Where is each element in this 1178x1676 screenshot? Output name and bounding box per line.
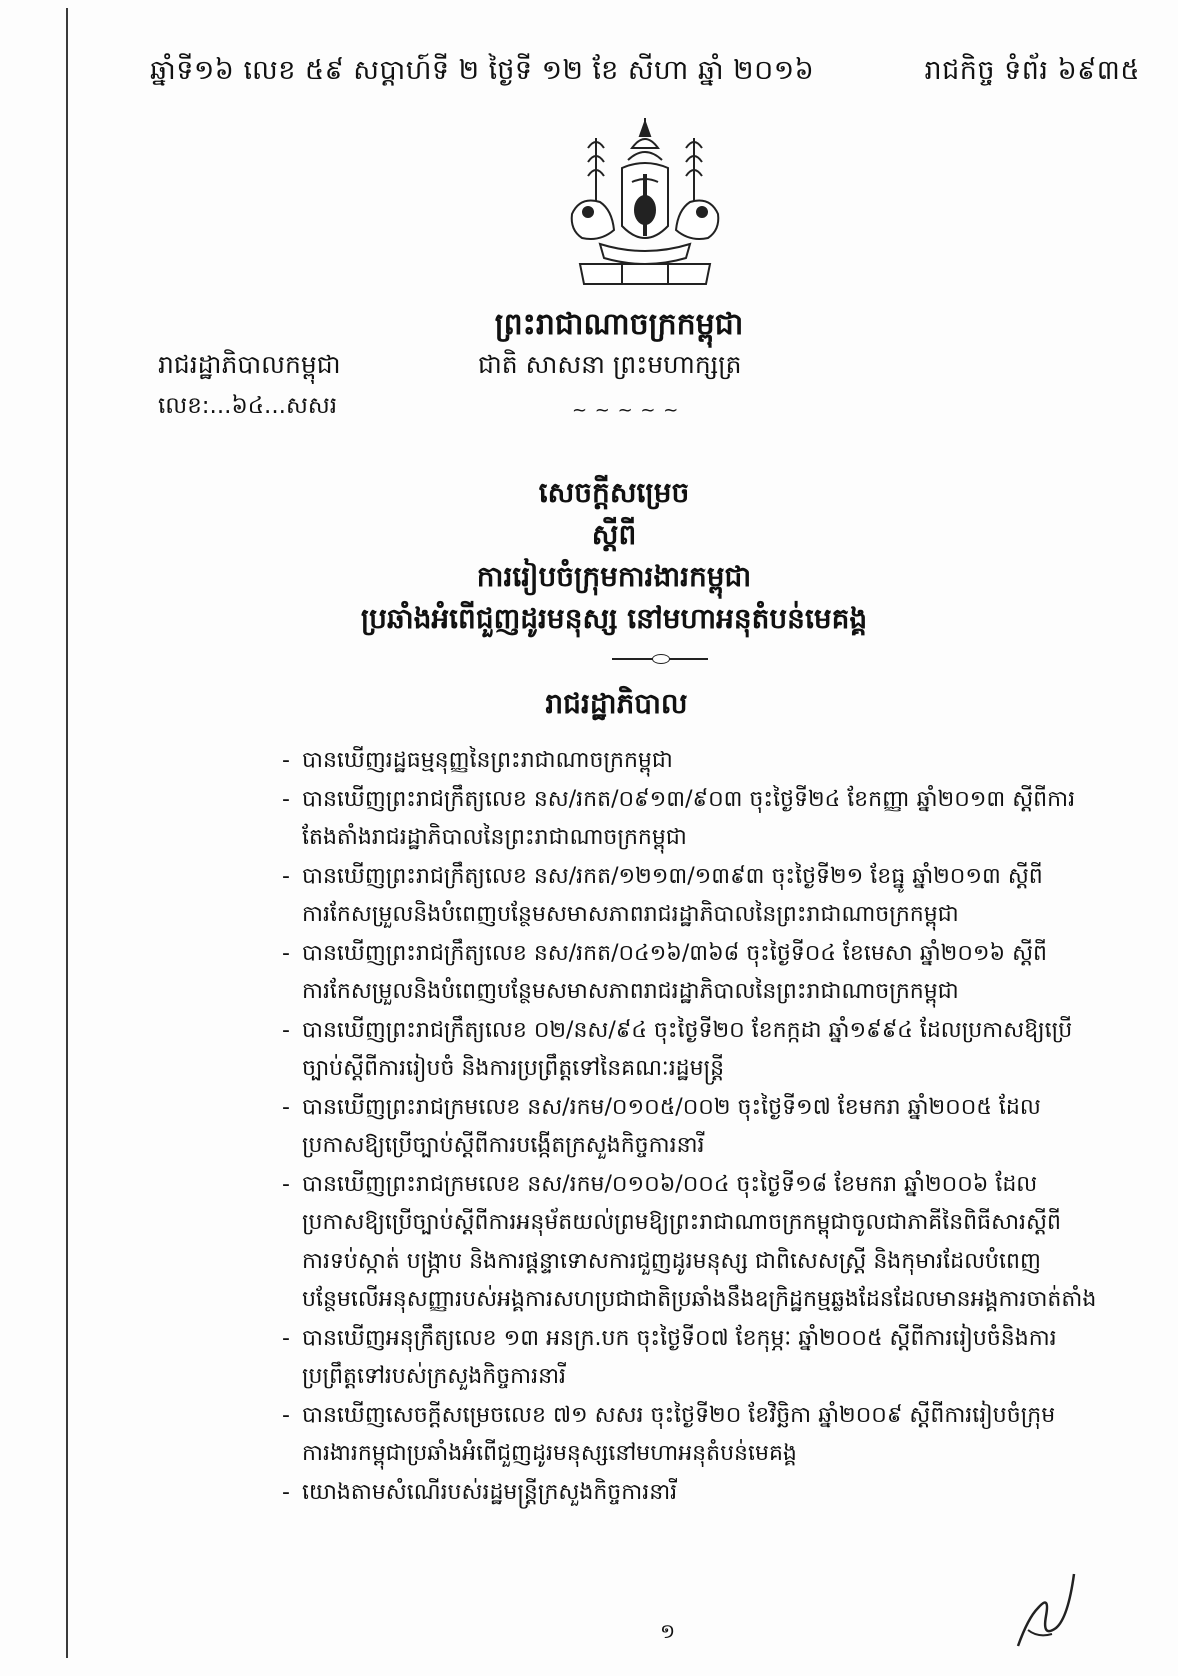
page-number: ១ [660, 1619, 676, 1643]
issuer-name: រាជរដ្ឋាភិបាលកម្ពុជា [158, 350, 341, 379]
ornament-divider: ~ ~ ~ ~ ~ [572, 400, 680, 421]
clause-item: - បានឃើញព្រះរាជក្រឹត្យលេខ នស/រកត/១២១៣/១៣៩៣ ចុះថ្ងៃទី២១ ខែធ្នូ ឆ្នាំ២០១៣ ស្តីពីការកែសម្រួលនិងបំពេញបន្ថែមសមាសភាពរាជរដ្ឋាភិបាលនៃព្រះរាជាណាចក្រកម្ពុជា [282, 858, 1102, 935]
clause-item: - បានឃើញព្រះរាជក្រឹត្យលេខ នស/រកត/០៩១៣/៩០៣ ចុះថ្ងៃទី២៤ ខែកញ្ញា ឆ្នាំ២០១៣ ស្តីពីការតែងតាំងរាជរដ្ឋាភិបាលនៃព្រះរាជាណាចក្រកម្ពុជា [282, 781, 1102, 858]
clause-item: - យោងតាមសំណើរបស់រដ្ឋមន្ត្រីក្រសួងកិច្ចការនារី [282, 1474, 1102, 1513]
binding-rule [66, 8, 68, 1658]
title-divider [612, 658, 708, 660]
section-heading: រាជរដ្ឋាភិបាល [545, 687, 688, 720]
gazette-header [150, 54, 1140, 93]
title-line-3: ការរៀបចំក្រុមការងារកម្ពុជា [476, 560, 752, 593]
clause-item: - បានឃើញព្រះរាជក្រឹត្យលេខ ០២/នស/៩៤ ចុះថ្ងៃទី២០ ខែកក្កដា ឆ្នាំ១៩៩៤ ដែលប្រកាសឱ្យប្រើច្បាប់ស្តីពីការរៀបចំ និងការប្រព្រឹត្តទៅនៃគណៈរដ្ឋមន្ត្រី [282, 1012, 1102, 1089]
initials-signature [1008, 1568, 1080, 1650]
clause-item: - បានឃើញអនុក្រឹត្យលេខ ១៣ អនក្រ.បក ចុះថ្ងៃទី០៧ ខែកុម្ភៈ ឆ្នាំ២០០៥ ស្តីពីការរៀបចំនិងការប្រព្រឹត្តទៅរបស់ក្រសួងកិច្ចការនារី [282, 1320, 1102, 1397]
kingdom-title: ព្រះរាជាណាចក្រកម្ពុជា [494, 307, 744, 342]
clause-item: - បានឃើញព្រះរាជក្រឹត្យលេខ នស/រកត/០៤១៦/៣៦៨ ចុះថ្ងៃទី០៤ ខែមេសា ឆ្នាំ២០១៦ ស្តីពីការកែសម្រួលនិងបំពេញបន្ថែមសមាសភាពរាជរដ្ឋាភិបាលនៃព្រះរាជាណាចក្រកម្ពុជា [282, 935, 1102, 1012]
preamble-clauses [282, 742, 1102, 1512]
clause-item: - បានឃើញព្រះរាជក្រមលេខ នស/រកម/០១០៥/០០២ ចុះថ្ងៃទី១៧ ខែមករា ឆ្នាំ២០០៥ ដែលប្រកាសឱ្យប្រើច្បាប់ស្តីពីការបង្កើតក្រសួងកិច្ចការនារី [282, 1089, 1102, 1166]
reference-number: លេខ:...៦៤...សសរ [158, 393, 338, 419]
royal-coat-of-arms-icon [560, 118, 730, 288]
national-motto: ជាតិ សាសនា ព្រះមហាក្សត្រ [478, 350, 742, 379]
title-line-4: ប្រឆាំងអំពើជួញដូរមនុស្ស នៅមហាអនុតំបន់មេគង្គ [360, 602, 868, 635]
clause-item: - បានឃើញរដ្ឋធម្មនុញ្ញនៃព្រះរាជាណាចក្រកម្ពុជា [282, 742, 1102, 781]
title-line-1: សេចក្តីសម្រេច [538, 476, 690, 509]
issue-line: ឆ្នាំទី១៦ លេខ ៥៩ សប្តាហ៍ទី ២ ថ្ងៃទី ១២ ខែ សីហា ឆ្នាំ ២០១៦ [150, 55, 815, 86]
clause-item: - បានឃើញព្រះរាជក្រមលេខ នស/រកម/០១០៦/០០៤ ចុះថ្ងៃទី១៨ ខែមករា ឆ្នាំ២០០៦ ដែលប្រកាសឱ្យប្រើច្បាប់ស្តីពីការអនុម័តយល់ព្រមឱ្យព្រះរាជាណាចក្រកម្ពុជាចូលជាភាគីនៃពិធីសារស្តីពីការទប់ស្កាត់ បង្ក្រាប និងការផ្តន្ទាទោសការជួញដូរមនុស្ស ជាពិសេសស្ត្រី និងកុមារដែលបំពេញបន្ថែមលើអនុសញ្ញារបស់អង្គការសហប្រជាជាតិប្រឆាំងនឹងឧក្រិដ្ឋកម្មឆ្លងដែនដែលមានអង្គការចាត់តាំង [282, 1166, 1102, 1320]
decision-title [0, 472, 1178, 640]
journal-page: រាជកិច្ច ទំព័រ ៦៩៣៥ [924, 55, 1140, 86]
clause-item: - បានឃើញសេចក្តីសម្រេចលេខ ៧១ សសរ ចុះថ្ងៃទី២០ ខែវិច្ឆិកា ឆ្នាំ២០០៩ ស្តីពីការរៀបចំក្រុមការងារកម្ពុជាប្រឆាំងអំពើជួញដូរមនុស្សនៅមហាអនុតំបន់មេគង្គ [282, 1397, 1102, 1474]
title-line-2: ស្តីពី [591, 518, 637, 551]
